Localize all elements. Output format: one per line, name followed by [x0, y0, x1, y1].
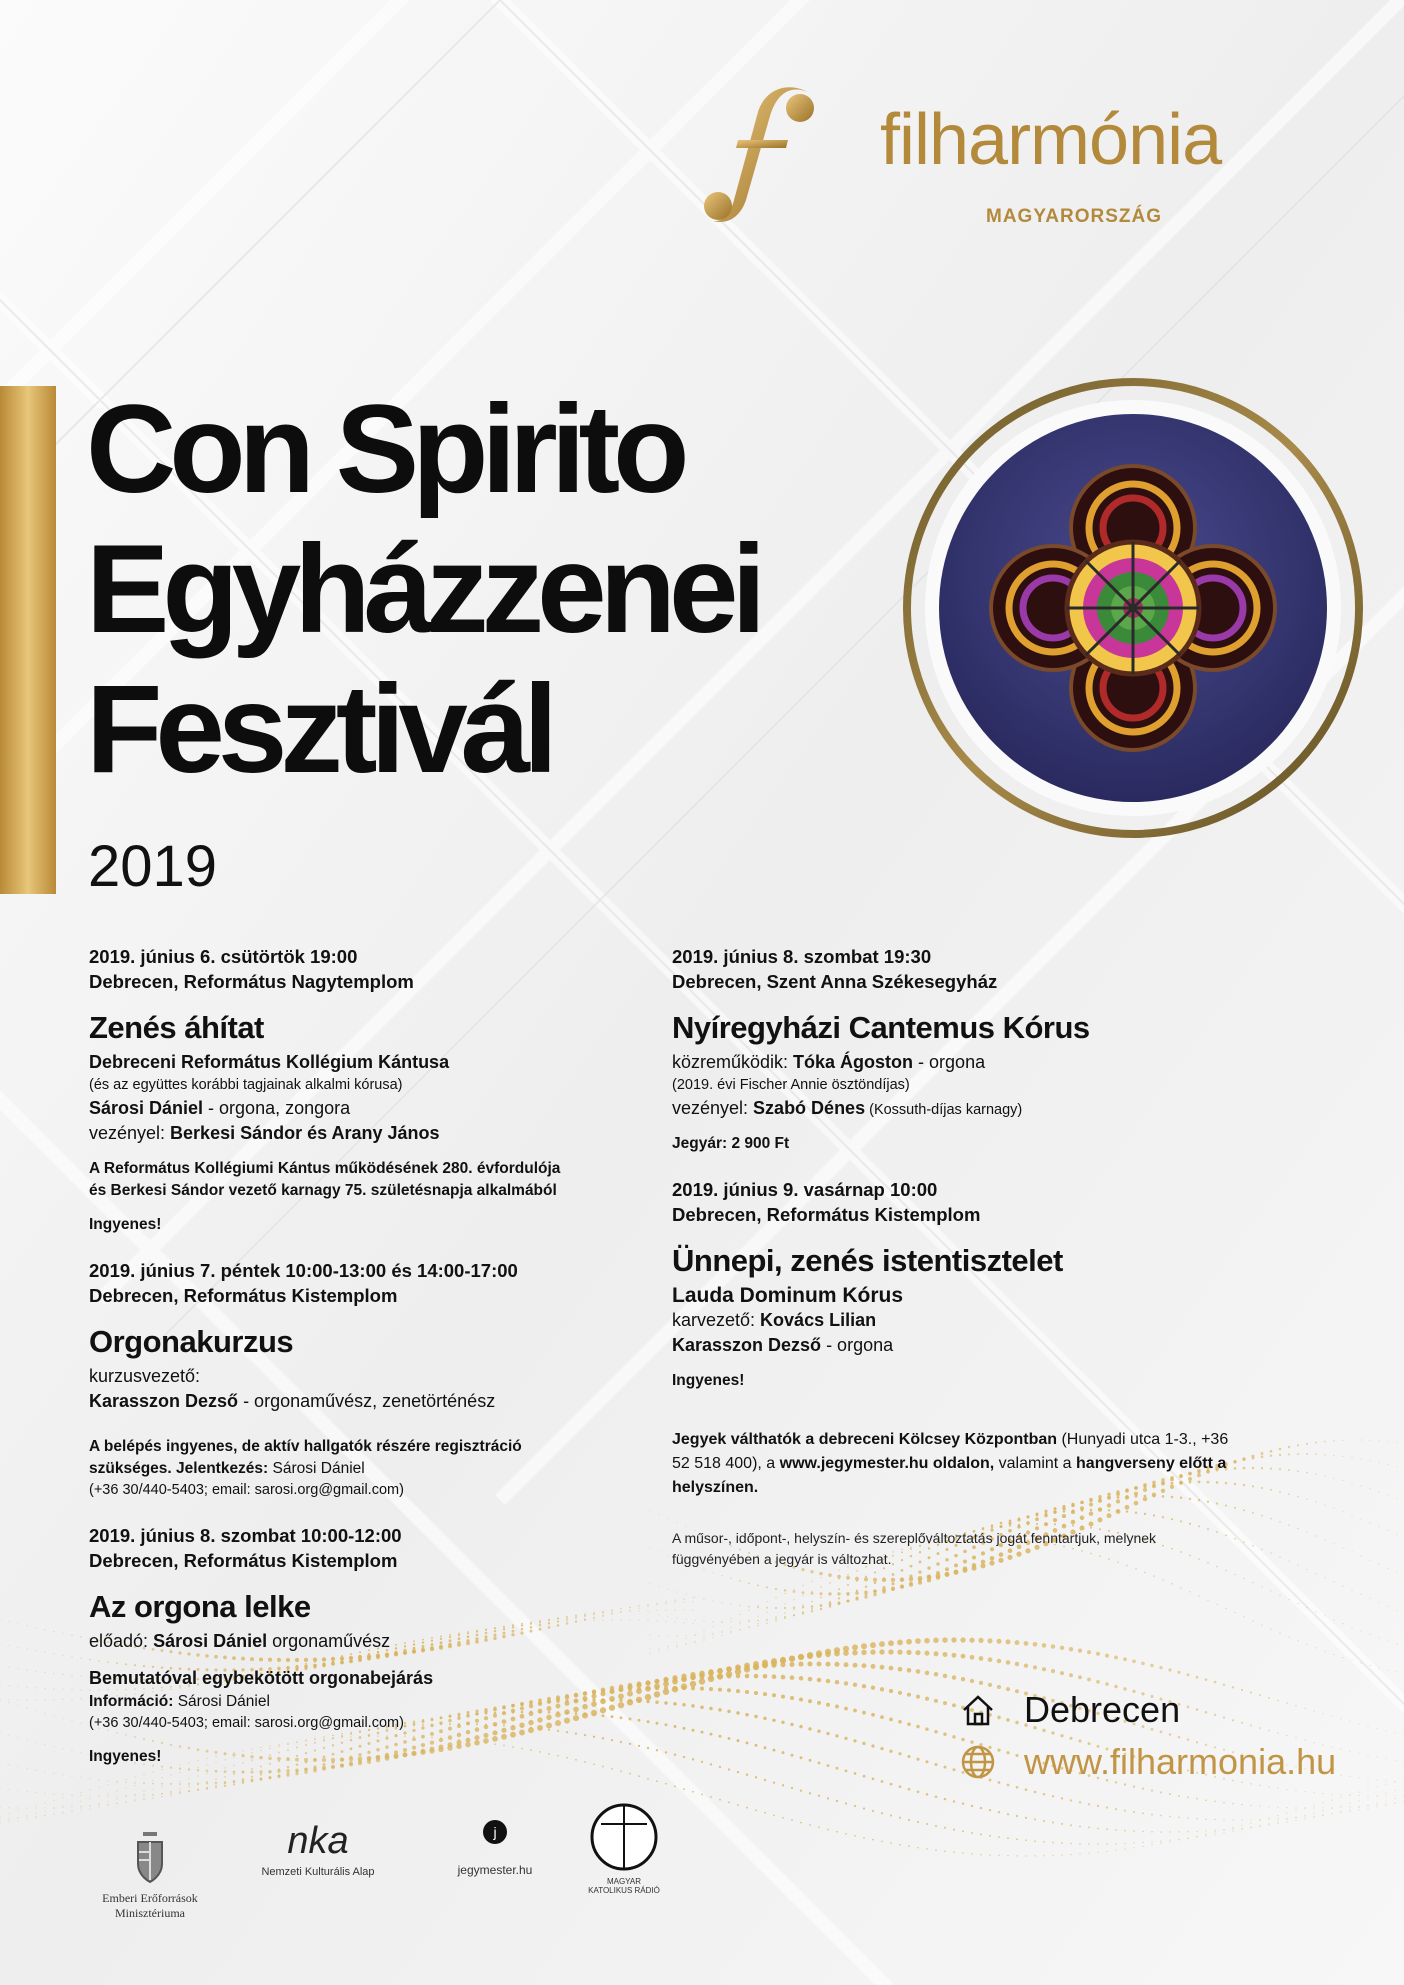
event-line-1: közreműködik: Tóka Ágoston - orgona [672, 1052, 986, 1072]
website-link[interactable]: www.filharmonia.hu [1024, 1741, 1337, 1782]
event-tour: Bemutatóval egybekötött orgonabejárás [89, 1668, 434, 1688]
event-4 [672, 944, 1272, 1155]
stained-glass-emblem [903, 378, 1363, 838]
event-place: Debrecen, Református Kistemplom [89, 1550, 398, 1571]
nka-logo: nka [287, 1820, 349, 1862]
event-price: Ingyenes! [672, 1372, 745, 1389]
event-title: Orgonakurzus [89, 1324, 294, 1359]
home-icon [958, 1690, 998, 1730]
jegymester-link[interactable]: www.jegymester.hu oldalon, [779, 1455, 995, 1472]
event-title: Ünnepi, zenés istentisztelet [672, 1243, 1063, 1278]
city-row [958, 1684, 1336, 1736]
event-price: Ingyenes! [89, 1216, 162, 1233]
sponsor-nka[interactable]: nka Nemzeti Kulturális Alap [253, 1822, 383, 1878]
event-person: előadó: Sárosi Dániel orgonaművész [89, 1631, 391, 1651]
event-1 [89, 944, 649, 1236]
city-name: Debrecen [1024, 1689, 1181, 1730]
event-3 [89, 1523, 649, 1768]
web-row[interactable] [958, 1736, 1336, 1788]
event-title: Zenés áhítat [89, 1010, 264, 1045]
event-occasion-1: A Református Kollégiumi Kántus működésének 280. évfordulója [89, 1160, 561, 1177]
event-role: kurzusvezető: [89, 1366, 201, 1386]
gold-accent-bar [0, 386, 56, 894]
globe-icon [958, 1742, 998, 1782]
event-occasion-2: és Berkesi Sándor vezető karnagy 75. születésnapja alkalmából [89, 1182, 557, 1199]
event-line-1: karvezető: Kovács Lilian [672, 1310, 877, 1330]
event-performer-note: (és az együttes korábbi tagjainak alkalmi kórusa) [89, 1077, 403, 1093]
event-line-2: Karasszon Dezső - orgona [672, 1335, 894, 1355]
disclaimer: A műsor-, időpont-, helyszín- és szereplőváltoztatás jogát fenntartjuk, melynek függvényében a jegyár is változhat. [672, 1530, 1157, 1567]
title-line-2: Egyházzenei [86, 520, 760, 659]
event-date: 2019. június 9. vasárnap 10:00 [672, 1179, 938, 1200]
contact-block [958, 1684, 1336, 1788]
sponsor-emmi[interactable]: Emberi Erőforrások Minisztériuma [80, 1830, 220, 1921]
coat-of-arms-icon [133, 1830, 167, 1886]
festival-year: 2019 [88, 834, 218, 899]
event-price: Jegyár: 2 900 Ft [672, 1135, 790, 1152]
event-line-1: Sárosi Dániel - orgona, zongora [89, 1098, 351, 1118]
logo-country: MAGYARORSZÁG [986, 206, 1162, 227]
event-registration-1: A belépés ingyenes, de aktív hallgatók részére regisztráció [89, 1438, 522, 1455]
event-title: Nyíregyházi Cantemus Kórus [672, 1010, 1090, 1045]
event-info-contact: (+36 30/440-5403; email: sarosi.org@gmail.com) [89, 1715, 404, 1731]
event-info: Információ: Sárosi Dániel [89, 1693, 270, 1710]
event-date: 2019. június 7. péntek 10:00-13:00 és 14:00-17:00 [89, 1260, 518, 1281]
svg-text:j: j [493, 1824, 497, 1840]
event-title: Az orgona lelke [89, 1589, 311, 1624]
event-line-2: vezényel: Berkesi Sándor és Arany János [89, 1123, 440, 1143]
jegymester-icon [481, 1818, 509, 1846]
event-date: 2019. június 8. szombat 10:00-12:00 [89, 1525, 402, 1546]
filharmonia-logo[interactable] [680, 82, 1320, 232]
violin-f-icon [680, 82, 840, 232]
event-line-2: vezényel: Szabó Dénes (Kossuth-díjas karnagy) [672, 1098, 1023, 1118]
event-performer: Debreceni Református Kollégium Kántusa [89, 1052, 450, 1072]
event-date: 2019. június 8. szombat 19:30 [672, 946, 932, 967]
event-place: Debrecen, Református Kistemplom [672, 1204, 981, 1225]
title-line-3: Fesztivál [86, 660, 552, 799]
events-left-column [89, 944, 649, 1768]
event-place: Debrecen, Szent Anna Székesegyház [672, 971, 998, 992]
event-2 [89, 1258, 649, 1501]
event-place: Debrecen, Református Kistemplom [89, 1285, 398, 1306]
event-price: Ingyenes! [89, 1748, 162, 1765]
event-performer: Lauda Dominum Kórus [672, 1284, 904, 1307]
event-person: Karasszon Dezső - orgonaművész, zenetörténész [89, 1391, 496, 1411]
event-registration-3: (+36 30/440-5403; email: sarosi.org@gmail.com) [89, 1482, 404, 1498]
event-place: Debrecen, Református Nagytemplom [89, 971, 414, 992]
sponsor-katolikus-radio[interactable]: MAGYAR KATOLIKUS RÁDIÓ [588, 1802, 660, 1895]
festival-title [86, 380, 759, 800]
event-5 [672, 1177, 1272, 1392]
radio-logo-icon [589, 1802, 659, 1872]
title-line-1: Con Spirito [86, 380, 683, 519]
sponsor-jegymester[interactable]: j jegymester.hu [445, 1818, 545, 1877]
event-date: 2019. június 6. csütörtök 19:00 [89, 946, 358, 967]
event-line-1-note: (2019. évi Fischer Annie ösztöndíjas) [672, 1077, 910, 1093]
ticket-info: Jegyek válthatók a debreceni Kölcsey Központban (Hunyadi utca 1-3., +36 52 518 400), a www.jegymester.hu oldalon, valamint a hangverseny előtt a helyszínen. [672, 1431, 1229, 1496]
logo-wordmark: filharmónia [880, 100, 1222, 180]
event-registration-2: szükséges. Jelentkezés: Sárosi Dániel [89, 1460, 365, 1477]
events-right-column [672, 944, 1272, 1570]
